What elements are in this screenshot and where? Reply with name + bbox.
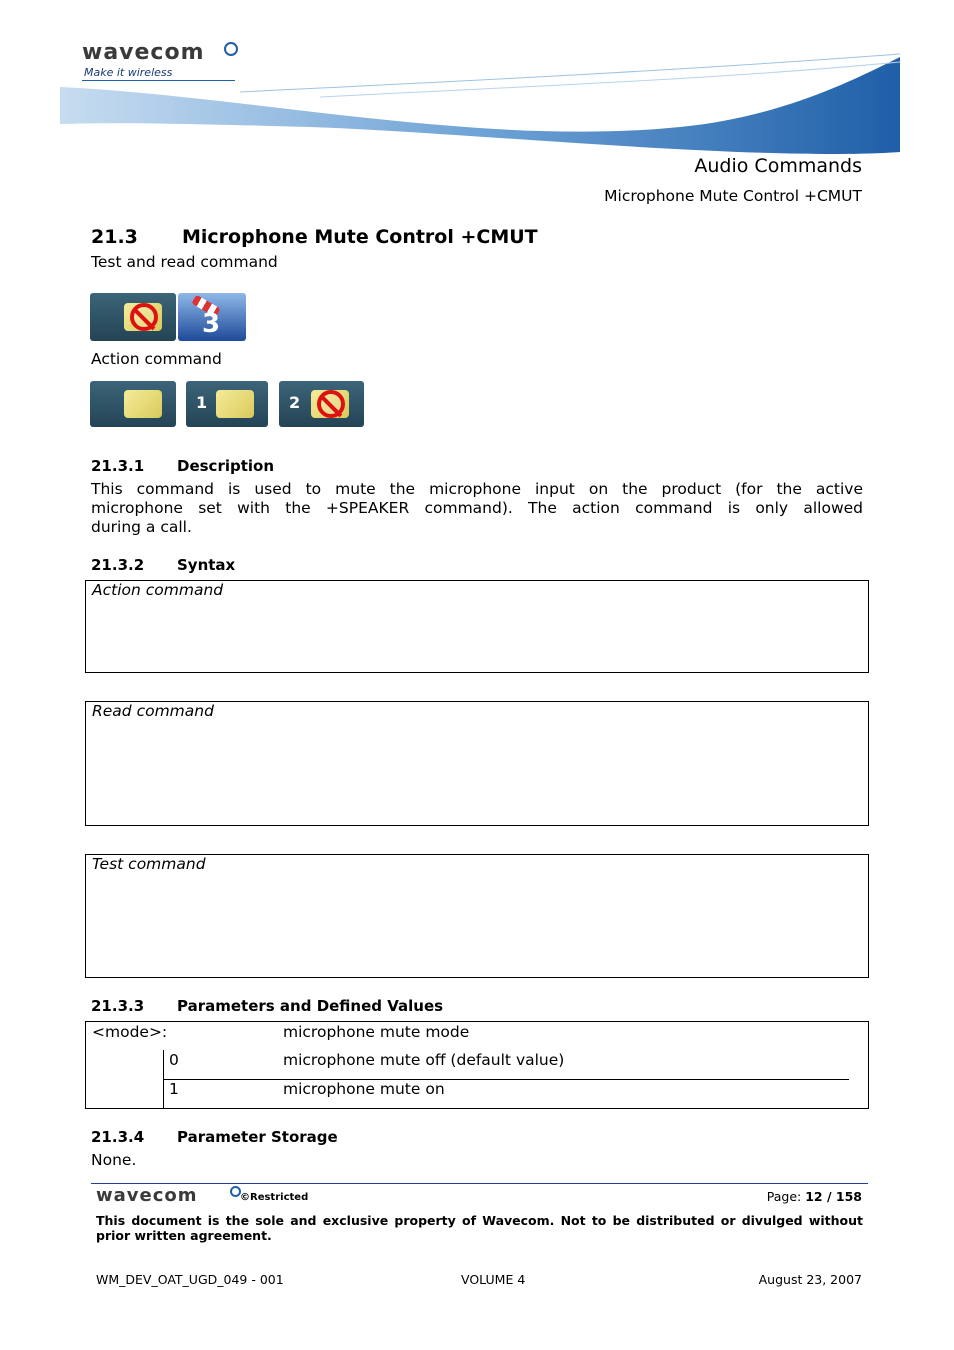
description-line: during a call. xyxy=(91,518,192,536)
footer-page-number: 12 / 158 xyxy=(805,1189,862,1204)
logo-wordmark: wavecom xyxy=(82,40,205,65)
logo-tagline: Make it wireless xyxy=(84,66,173,79)
param-value-meaning: microphone mute on xyxy=(283,1080,445,1098)
param-name: <mode>: xyxy=(92,1023,168,1041)
sim-1-icon: 1 xyxy=(186,381,268,427)
footer-doc-id: WM_DEV_OAT_UGD_049 - 001 xyxy=(96,1272,284,1287)
test-read-label: Test and read command xyxy=(91,253,278,271)
section-number: 21.3 xyxy=(91,226,138,248)
header-wave xyxy=(60,52,900,157)
action-label: Action command xyxy=(91,350,222,368)
read-command-box xyxy=(85,701,869,826)
footer-logo: wavecom xyxy=(96,1185,198,1206)
param-value-meaning: microphone mute off (default value) xyxy=(283,1051,565,1069)
storage-text: None. xyxy=(91,1151,137,1169)
action-command-label: Action command xyxy=(92,581,224,599)
param-value: 1 xyxy=(169,1080,179,1098)
description-line: microphone set with the +SPEAKER command). The action command is only allowed xyxy=(91,499,863,517)
param-value: 0 xyxy=(169,1051,179,1069)
storage-heading: Parameter Storage xyxy=(177,1128,338,1146)
read-command-label: Read command xyxy=(92,702,214,720)
description-heading: Description xyxy=(177,457,275,475)
sim-icon xyxy=(90,381,176,427)
footer-notice xyxy=(96,1213,863,1243)
footer-page-label: Page: xyxy=(766,1189,802,1204)
description-paragraph xyxy=(91,480,863,537)
description-heading-number: 21.3.1 xyxy=(91,457,145,475)
value-row-divider xyxy=(163,1079,849,1080)
test-command-box xyxy=(85,854,869,978)
param-description: microphone mute mode xyxy=(283,1023,470,1041)
parameters-heading-number: 21.3.3 xyxy=(91,997,145,1015)
parameters-table xyxy=(85,1021,869,1109)
footer-notice-line: This document is the sole and exclusive property of Wavecom. Not to be distributed or divulged without xyxy=(96,1213,863,1228)
sim-blocked-icon xyxy=(90,293,176,341)
footer-volume: VOLUME 4 xyxy=(461,1272,526,1287)
footer-page xyxy=(767,1189,862,1204)
section-title: Microphone Mute Control +CMUT xyxy=(182,226,538,248)
syntax-heading-number: 21.3.2 xyxy=(91,556,145,574)
parameters-heading: Parameters and Defined Values xyxy=(177,997,444,1015)
test-command-label: Test command xyxy=(92,855,206,873)
footer-restricted: ©Restricted xyxy=(240,1192,309,1203)
description-line: This command is used to mute the microphone input on the product (for the active xyxy=(91,480,863,498)
footer-date: August 23, 2007 xyxy=(758,1272,862,1287)
windsock-3-icon: 3 xyxy=(178,293,246,341)
storage-heading-number: 21.3.4 xyxy=(91,1128,145,1146)
running-header-chapter: Audio Commands xyxy=(694,155,862,177)
running-header-section: Microphone Mute Control +CMUT xyxy=(604,187,862,205)
sim-2-blocked-icon: 2 xyxy=(279,381,364,427)
action-command-box xyxy=(85,580,869,673)
syntax-heading: Syntax xyxy=(177,556,236,574)
footer-rule xyxy=(91,1183,868,1184)
footer-notice-line: prior written agreement. xyxy=(96,1228,272,1243)
